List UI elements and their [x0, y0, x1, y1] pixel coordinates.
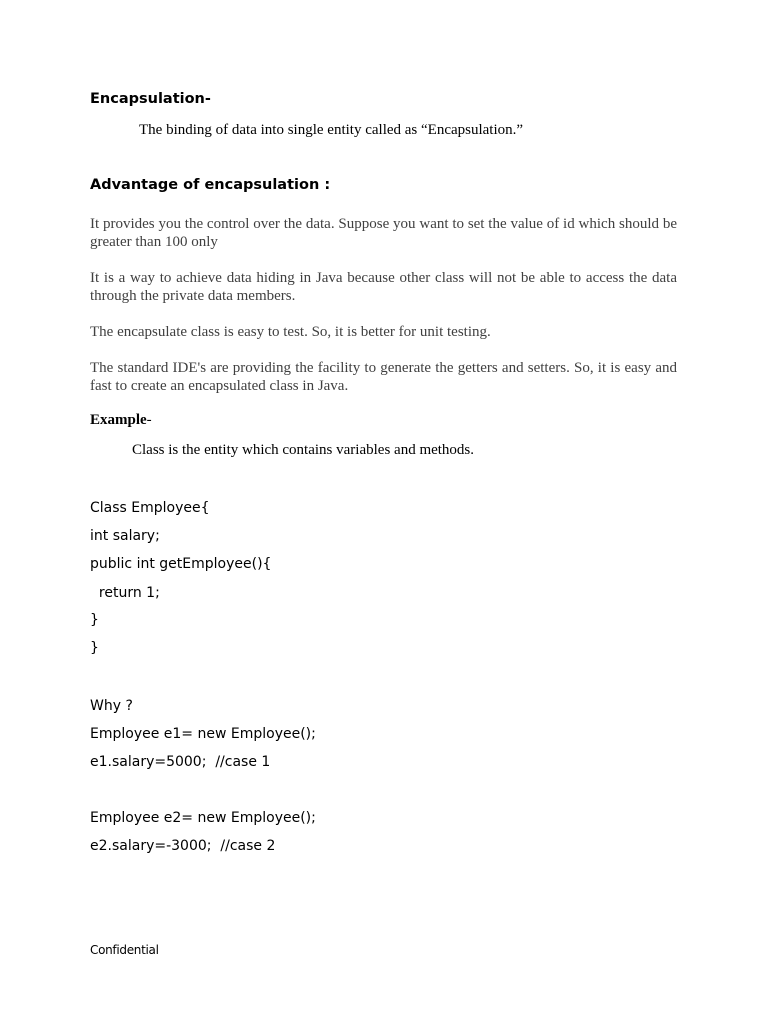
example-label: [90, 412, 152, 429]
example-label-dash: -: [146, 412, 152, 428]
intro-text: The binding of data into single entity called as “Encapsulation.”: [139, 122, 524, 138]
advantage-paragraph: The encapsulate class is easy to test. So, it is better for unit testing.: [90, 324, 491, 340]
section-heading: Encapsulation-: [90, 91, 211, 107]
advantage-paragraph: It provides you the control over the data. Suppose you want to set the value of id which should be greater than 100 only: [90, 216, 677, 250]
code-line: e1.salary=5000; //case 1: [90, 754, 271, 770]
code-line: Employee e1= new Employee();: [90, 726, 316, 742]
advantage-heading: Advantage of encapsulation :: [90, 177, 331, 193]
advantage-paragraph: The standard IDE's are providing the facility to generate the getters and setters. So, it is easy and fast to create an encapsulated class in Java.: [90, 360, 677, 394]
code-line: }: [90, 640, 99, 656]
footer-confidential: Confidential: [90, 943, 159, 957]
example-description: Class is the entity which contains variables and methods.: [132, 442, 475, 458]
code-line: int salary;: [90, 528, 160, 544]
code-line: return 1;: [90, 585, 160, 601]
code-line: e2.salary=-3000; //case 2: [90, 838, 276, 854]
code-line: Class Employee{: [90, 500, 210, 516]
example-label-bold: Example: [90, 412, 147, 428]
code-line: Employee e2= new Employee();: [90, 810, 316, 826]
code-line: public int getEmployee(){: [90, 556, 272, 572]
code-line: }: [90, 612, 99, 628]
advantage-paragraph: It is a way to achieve data hiding in Java because other class will not be able to access the data through the private data members.: [90, 270, 677, 304]
code-line: Why ?: [90, 698, 133, 714]
